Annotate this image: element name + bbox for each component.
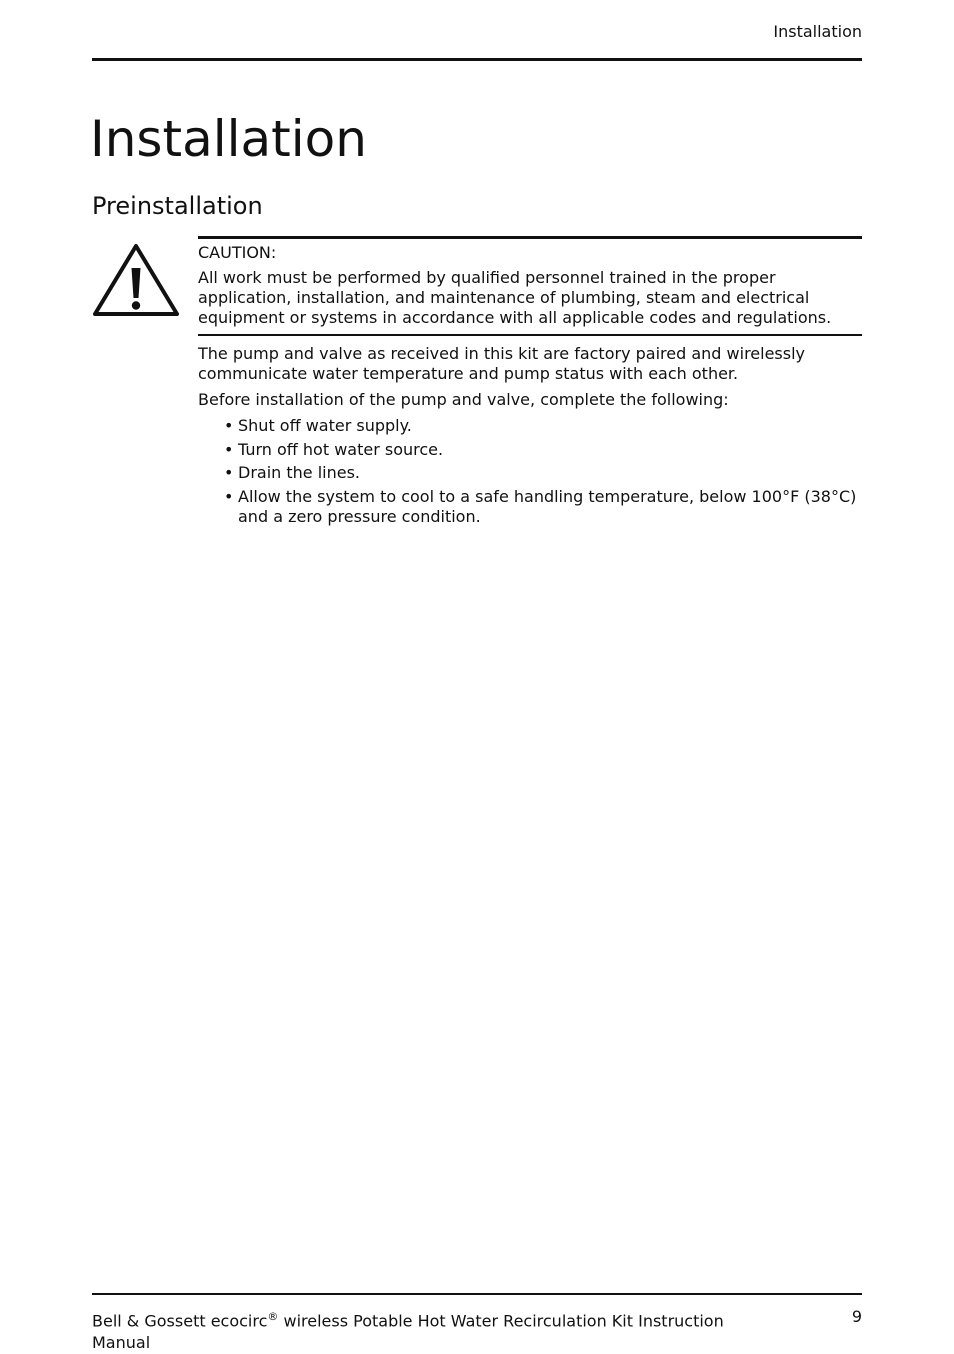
running-header: Installation [773, 22, 862, 41]
paragraph-pairing: The pump and valve as received in this kit are factory paired and wirelessly communicate water temperature and pump status with each other. [198, 344, 806, 383]
list-item-text: Shut off water supply. [238, 416, 412, 435]
list-item [198, 463, 862, 483]
paragraph-intro: Before installation of the pump and valve, complete the following: [198, 390, 729, 409]
section-heading: Preinstallation [92, 192, 263, 220]
caution-box [198, 236, 862, 336]
bullet-icon: • [224, 486, 234, 506]
body-text [198, 344, 862, 530]
footer-rule [92, 1293, 862, 1295]
page-title: Installation [90, 110, 367, 168]
page-number: 9 [851, 1307, 862, 1326]
bullet-icon: • [224, 439, 234, 459]
footer-title-part2: wireless Potable Hot Water Recirculation Kit Instruction Manual [92, 1311, 724, 1353]
bullet-icon: • [224, 463, 234, 482]
list-item [198, 416, 862, 436]
warning-triangle-icon [92, 242, 180, 318]
list-item-text: Allow the system to cool to a safe handling temperature, below 100°F (38°C) and a zero pressure condition. [238, 486, 857, 526]
caution-message: All work must be performed by qualified personnel trained in the proper application, installation, and maintenance of plumbing, steam and electrical equipment or systems in accordance with all applicable codes and regulations. [198, 268, 832, 327]
footer-doc-title [92, 1306, 752, 1354]
header-rule [92, 58, 862, 61]
bullet-icon: • [224, 416, 234, 435]
list-item [198, 440, 862, 460]
list-item-text: Drain the lines. [238, 463, 361, 482]
list-item [198, 487, 862, 527]
footer-title-part1: Bell & Gossett ecocirc [92, 1311, 268, 1331]
registered-mark: ® [267, 1310, 279, 1323]
caution-label: CAUTION: [198, 243, 277, 262]
preinstall-steps-list [198, 416, 862, 527]
list-item-text: Turn off hot water source. [238, 439, 444, 459]
